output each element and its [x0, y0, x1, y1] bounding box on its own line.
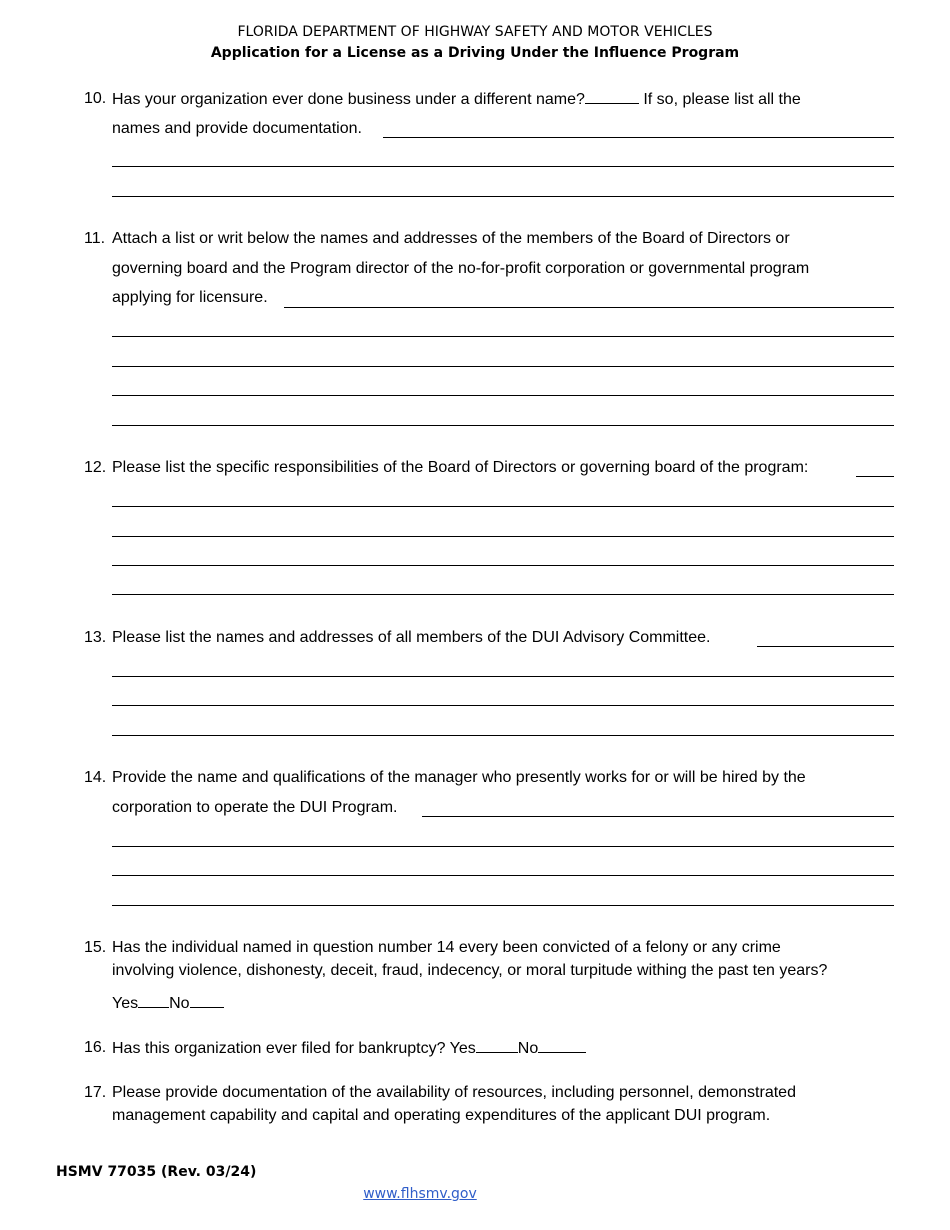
form-title: Application for a License as a Driving Under the Influence Program	[210, 45, 740, 61]
answer-line[interactable]	[112, 536, 894, 537]
answer-line[interactable]	[284, 307, 894, 308]
question-text-line2: corporation to operate the DUI Program.	[112, 799, 398, 816]
question-text: Has the individual named in question number 14 every been convicted of a felony or any crime	[112, 939, 781, 956]
no-label: No	[169, 995, 190, 1012]
no-answer-field[interactable]	[538, 1038, 586, 1053]
answer-line[interactable]	[112, 166, 894, 167]
answer-line[interactable]	[112, 875, 894, 876]
question-text-line3: applying for licensure.	[112, 289, 268, 306]
answer-line[interactable]	[112, 705, 894, 706]
yes-answer-field[interactable]	[476, 1038, 518, 1053]
question-number: 16.	[84, 1039, 107, 1056]
agency-name: FLORIDA DEPARTMENT OF HIGHWAY SAFETY AND MOTOR VEHICLES	[237, 24, 713, 40]
footer-link-wrapper	[0, 1186, 840, 1202]
yes-label: Yes	[112, 995, 139, 1012]
question-text: Has your organization ever done business under a different name? If so, please list all the	[112, 91, 801, 108]
website-link[interactable]: www.flhsmv.gov	[363, 1186, 477, 1202]
answer-line[interactable]	[112, 594, 894, 595]
yes-no-answer	[112, 993, 224, 1014]
different-name-answer-field[interactable]	[585, 89, 639, 104]
answer-line[interactable]	[856, 476, 894, 477]
no-label: No	[517, 1040, 539, 1057]
answer-line[interactable]	[112, 506, 894, 507]
question-text: Provide the name and qualifications of the manager who presently works for or will be hired by the	[112, 769, 806, 786]
answer-line[interactable]	[757, 646, 894, 647]
question-text: Attach a list or writ below the names and addresses of the members of the Board of Directors or	[112, 230, 790, 247]
question-text: Please list the specific responsibilities of the Board of Directors or governing board of the program:	[112, 459, 809, 476]
answer-line[interactable]	[112, 366, 894, 367]
question-text: Please provide documentation of the availability of resources, including personnel, demonstrated	[112, 1084, 796, 1101]
question-number: 12.	[84, 459, 107, 476]
no-answer-field[interactable]	[190, 993, 224, 1008]
question-number: 14.	[84, 769, 107, 786]
answer-line[interactable]	[112, 395, 894, 396]
question-text-line2: governing board and the Program director of the no-for-profit corporation or governmental program	[112, 260, 810, 277]
question-number: 11.	[84, 230, 106, 247]
answer-line[interactable]	[112, 905, 894, 906]
answer-line[interactable]	[422, 816, 894, 817]
question-text-line2: involving violence, dishonesty, deceit, fraud, indecency, or moral turpitude withing the past ten years?	[112, 962, 828, 979]
question-number: 13.	[84, 629, 107, 646]
answer-line[interactable]	[112, 735, 894, 736]
answer-line[interactable]	[112, 336, 894, 337]
question-text: Please list the names and addresses of all members of the DUI Advisory Committee.	[112, 629, 711, 646]
question-text: Has this organization ever filed for bankruptcy? Yes No	[112, 1038, 586, 1059]
answer-line[interactable]	[112, 846, 894, 847]
answer-line[interactable]	[112, 565, 894, 566]
question-text-line2: names and provide documentation.	[112, 120, 362, 137]
question-number: 10.	[84, 90, 107, 107]
question-text-line2: management capability and capital and operating expenditures of the applicant DUI program.	[112, 1107, 771, 1124]
yes-answer-field[interactable]	[138, 993, 169, 1008]
answer-line[interactable]	[112, 425, 894, 426]
question-number: 17.	[84, 1084, 107, 1101]
form-code: HSMV 77035 (Rev. 03/24)	[56, 1164, 257, 1180]
answer-line[interactable]	[112, 676, 894, 677]
answer-line[interactable]	[112, 196, 894, 197]
answer-line[interactable]	[383, 137, 894, 138]
question-number: 15.	[84, 939, 107, 956]
